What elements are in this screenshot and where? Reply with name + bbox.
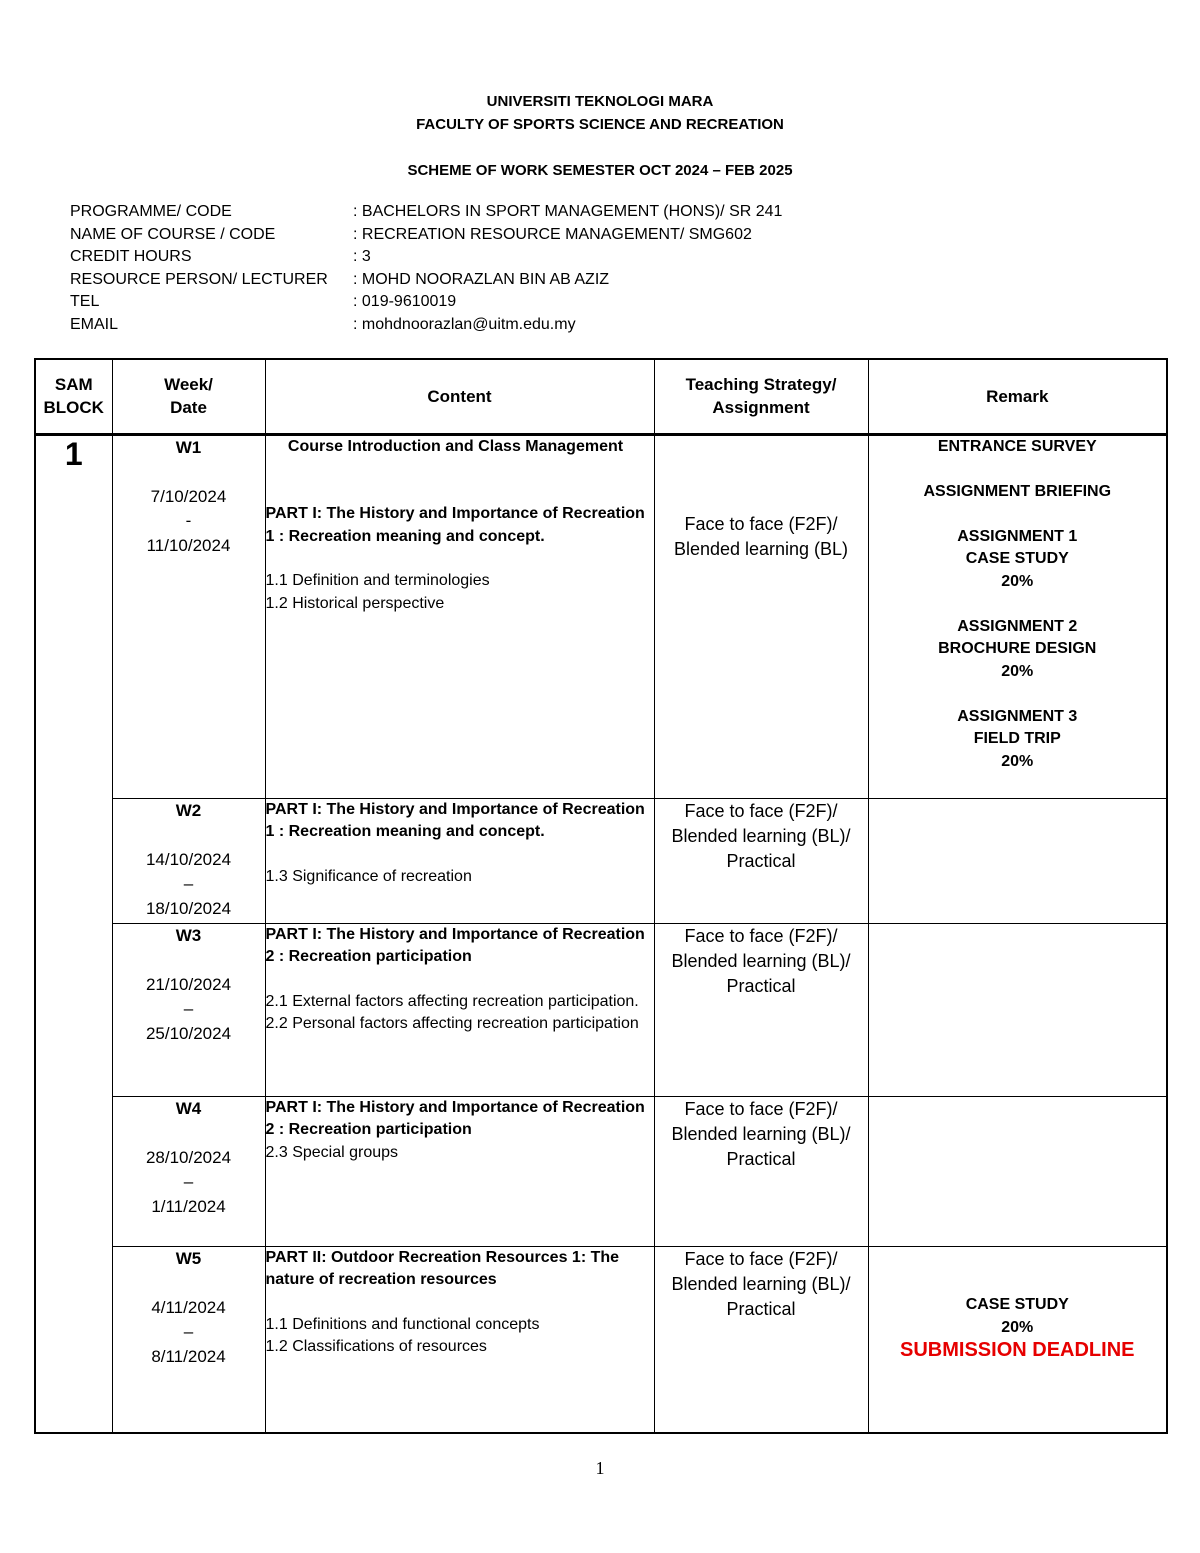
info-label: CREDIT HOURS — [70, 248, 192, 266]
content-cell — [265, 434, 654, 798]
content-item: 1.3 Significance of recreation — [265, 867, 472, 885]
info-label: PROGRAMME/ CODE — [70, 203, 232, 220]
content-item: 2.3 Special groups — [265, 1143, 399, 1161]
strategy-cell: Face to face (F2F)/ Blended learning (BL)/ Practical — [654, 1096, 868, 1246]
header-remark: Remark — [868, 359, 1167, 434]
date-end: 18/10/2024 — [145, 898, 232, 918]
week-cell — [112, 798, 265, 923]
page-number: 1 — [595, 1458, 605, 1478]
remark-entrance-survey: ENTRANCE SURVEY — [937, 437, 1097, 455]
scheme-title: SCHEME OF WORK SEMESTER OCT 2024 – FEB 2025 — [407, 162, 793, 179]
strategy-cell: Face to face (F2F)/ Blended learning (BL) — [654, 434, 868, 798]
date-separator: – — [183, 874, 194, 893]
part-title: PART I: The History and Importance of Recreation 1 : Recreation meaning and concept. — [265, 505, 645, 545]
date-separator: - — [185, 511, 192, 530]
info-value: : MOHD NOORAZLAN BIN AB AZIZ — [353, 270, 610, 288]
date-start: 14/10/2024 — [145, 849, 232, 869]
header-content: Content — [265, 359, 654, 434]
content-item: 1.2 Historical perspective — [265, 594, 445, 612]
week-cell — [112, 434, 265, 798]
date-separator: – — [183, 1322, 194, 1341]
date-end: 1/11/2024 — [151, 1196, 226, 1216]
info-row — [70, 269, 782, 292]
week-label: W2 — [175, 800, 202, 820]
sam-block-number: 1 — [35, 434, 112, 1433]
remark-cell: CASE STUDY 20% SUBMISSION DEADLINE — [868, 1246, 1167, 1433]
table-row — [35, 1246, 1167, 1433]
info-label: RESOURCE PERSON/ LECTURER — [70, 270, 328, 288]
strategy-cell: Face to face (F2F)/ Blended learning (BL)/ Practical — [654, 798, 868, 923]
strategy-cell: Face to face (F2F)/ Blended learning (BL)/ Practical — [654, 1246, 868, 1433]
week-cell — [112, 923, 265, 1096]
part-title: PART I: The History and Importance of Recreation 1 : Recreation meaning and concept. — [265, 800, 645, 840]
remark-assignment-1: ASSIGNMENT 1 — [957, 527, 1078, 545]
week-label: W5 — [175, 1248, 202, 1268]
info-value: : 3 — [353, 248, 371, 266]
info-row — [70, 291, 782, 314]
date-end: 8/11/2024 — [151, 1346, 226, 1366]
remark-assignment-2: ASSIGNMENT 2 — [957, 617, 1078, 635]
week-cell — [112, 1246, 265, 1433]
content-item: 2.1 External factors affecting recreation participation. — [265, 992, 639, 1010]
info-value: : 019-9610019 — [353, 293, 457, 311]
course-intro-title: Course Introduction and Class Management — [287, 437, 624, 455]
content-cell — [265, 798, 654, 923]
info-value: : BACHELORS IN SPORT MANAGEMENT (HONS)/ SR 241 — [353, 203, 783, 220]
date-end: 11/10/2024 — [146, 535, 231, 555]
remark-assignment-3: ASSIGNMENT 3 — [957, 707, 1078, 725]
part-title: PART II: Outdoor Recreation Resources 1: The nature of recreation resources — [265, 1248, 620, 1288]
info-row — [70, 201, 782, 224]
week-label: W1 — [175, 437, 202, 457]
info-label: TEL — [70, 293, 100, 311]
university-name: UNIVERSITI TEKNOLOGI MARA — [486, 93, 714, 110]
week-label: W4 — [175, 1098, 202, 1118]
submission-deadline: SUBMISSION DEADLINE — [900, 1339, 1135, 1362]
remark-cell — [868, 798, 1167, 923]
email-value: : mohdnoorazlan@uitm.edu.my — [353, 315, 576, 333]
table-row — [35, 1096, 1167, 1246]
header-sam-block: SAM BLOCK — [35, 359, 112, 434]
content-item: 1.1 Definition and terminologies — [265, 572, 490, 589]
content-item: 1.2 Classifications of resources — [265, 1338, 487, 1355]
date-end: 25/10/2024 — [145, 1023, 232, 1043]
info-label: NAME OF COURSE / CODE — [70, 225, 276, 243]
week-label: W3 — [175, 925, 202, 945]
content-cell — [265, 1246, 654, 1433]
table-header-row — [35, 359, 1167, 434]
date-start: 4/11/2024 — [151, 1297, 226, 1317]
week-cell — [112, 1096, 265, 1246]
date-start: 28/10/2024 — [145, 1147, 232, 1167]
header-week-date: Week/ Date — [112, 359, 265, 434]
date-start: 7/10/2024 — [150, 486, 227, 506]
faculty-name: FACULTY OF SPORTS SCIENCE AND RECREATION — [416, 116, 784, 133]
info-value: : RECREATION RESOURCE MANAGEMENT/ SMG602 — [353, 225, 752, 243]
course-info — [70, 201, 782, 337]
scheme-of-work-table — [34, 358, 1168, 1434]
remark-cell: ENTRANCE SURVEY ASSIGNMENT BRIEFING ASSIGNMENT 1 CASE STUDY 20% ASSIGNMENT 2 BROCHURE DESIGN 20% ASSIGNMENT 3 FIELD TRIP 20% — [868, 434, 1167, 798]
remark-case-study: CASE STUDY — [965, 1296, 1069, 1314]
remark-assignment-briefing: ASSIGNMENT BRIEFING — [923, 482, 1112, 500]
info-row — [70, 314, 782, 337]
table-row — [35, 434, 1167, 798]
table-row — [35, 923, 1167, 1096]
part-title: PART I: The History and Importance of Recreation 2 : Recreation participation — [265, 925, 645, 965]
info-row — [70, 224, 782, 247]
part-title: PART I: The History and Importance of Recreation 2 : Recreation participation — [265, 1098, 645, 1138]
date-start: 21/10/2024 — [145, 974, 232, 994]
date-separator: – — [183, 1172, 194, 1191]
info-row — [70, 246, 782, 269]
content-item: 1.1 Definitions and functional concepts — [265, 1315, 540, 1333]
info-label: EMAIL — [70, 315, 119, 333]
remark-cell — [868, 923, 1167, 1096]
document-header — [0, 90, 1200, 182]
header-teaching-strategy: Teaching Strategy/ Assignment — [654, 359, 868, 434]
table-row — [35, 798, 1167, 923]
strategy-cell: Face to face (F2F)/ Blended learning (BL)/ Practical — [654, 923, 868, 1096]
remark-cell — [868, 1096, 1167, 1246]
date-separator: – — [183, 999, 194, 1018]
content-cell — [265, 923, 654, 1096]
content-cell — [265, 1096, 654, 1246]
content-item: 2.2 Personal factors affecting recreation participation — [265, 1015, 639, 1032]
